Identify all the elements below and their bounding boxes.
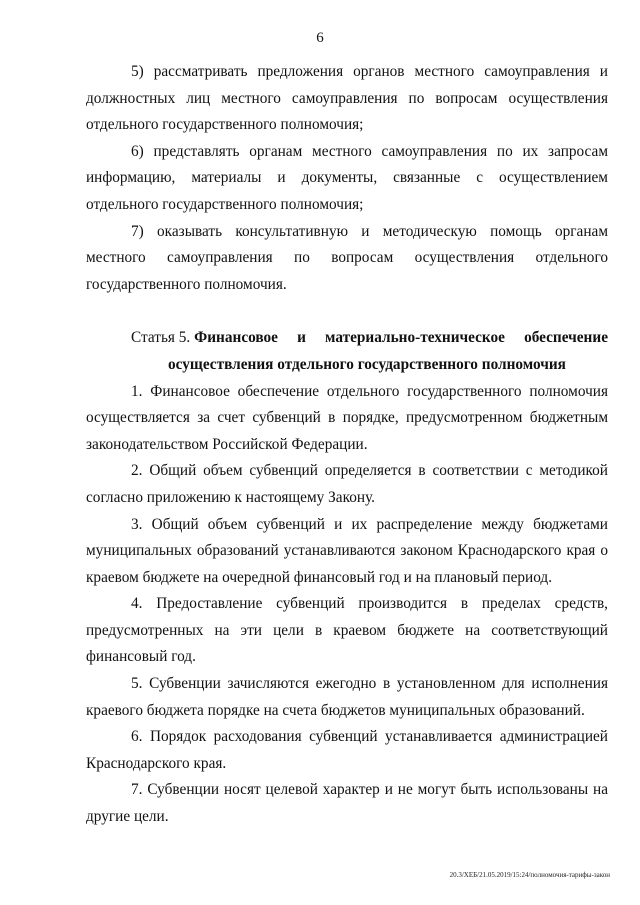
article-heading: [86, 325, 608, 378]
document-body: [86, 59, 608, 831]
paragraph: 5) рассматривать предложения органов местного самоуправления и должностных лиц местного самоуправления по вопросам осуществления отдельного государственного полномочия;: [86, 63, 608, 134]
paragraph: 7) оказывать консультативную и методическую помощь органам местного самоуправления по вопросам осуществления отдельного государственного полномочия.: [86, 222, 608, 293]
paragraph: 5. Субвенции зачисляются ежегодно в установленном для исполнения краевого бюджета порядке на счета бюджетов муниципальных образований.: [86, 675, 608, 719]
footer-file-stamp: 20.3/ХЕБ/21.05.2019/15:24/полномочия-тарифы-закон: [449, 871, 610, 879]
paragraph: 1. Финансовое обеспечение отдельного государственного полномочия осуществляется за счет субвенций в порядке, предусмотренном бюджетным законодательством Российской Федерации.: [86, 382, 608, 453]
paragraph: 6. Порядок расходования субвенций устанавливается администрацией Краснодарского края.: [86, 728, 608, 772]
paragraph: 3. Общий объем субвенций и их распределение между бюджетами муниципальных образований устанавливаются законом Краснодарского края о краевом бюджете на очередной финансовый год и на плановый период.: [86, 515, 608, 586]
page-number: 6: [316, 30, 324, 46]
article-title-word: обеспечение: [524, 329, 608, 347]
article-title-word: материально-техническое: [325, 329, 505, 347]
paragraph: 4. Предоставление субвенций производится в пределах средств, предусмотренных на эти цели в краевом бюджете на соответствующий финансовый год.: [86, 595, 608, 666]
paragraph: 7. Субвенции носят целевой характер и не могут быть использованы на другие цели.: [86, 781, 608, 826]
article-title-word: и: [297, 329, 306, 347]
article-label: Статья 5.: [131, 329, 191, 347]
paragraph: 6) представлять органам местного самоуправления по их запросам информацию, материалы и документы, связанные с осуществлением отдельного государственного полномочия;: [86, 142, 608, 213]
article-title-word: Финансовое: [194, 329, 278, 347]
paragraph: 2. Общий объем субвенций определяется в соответствии с методикой согласно приложению к настоящему Закону.: [86, 462, 608, 506]
article-title-line2: осуществления отдельного государственного полномочия: [168, 355, 566, 373]
